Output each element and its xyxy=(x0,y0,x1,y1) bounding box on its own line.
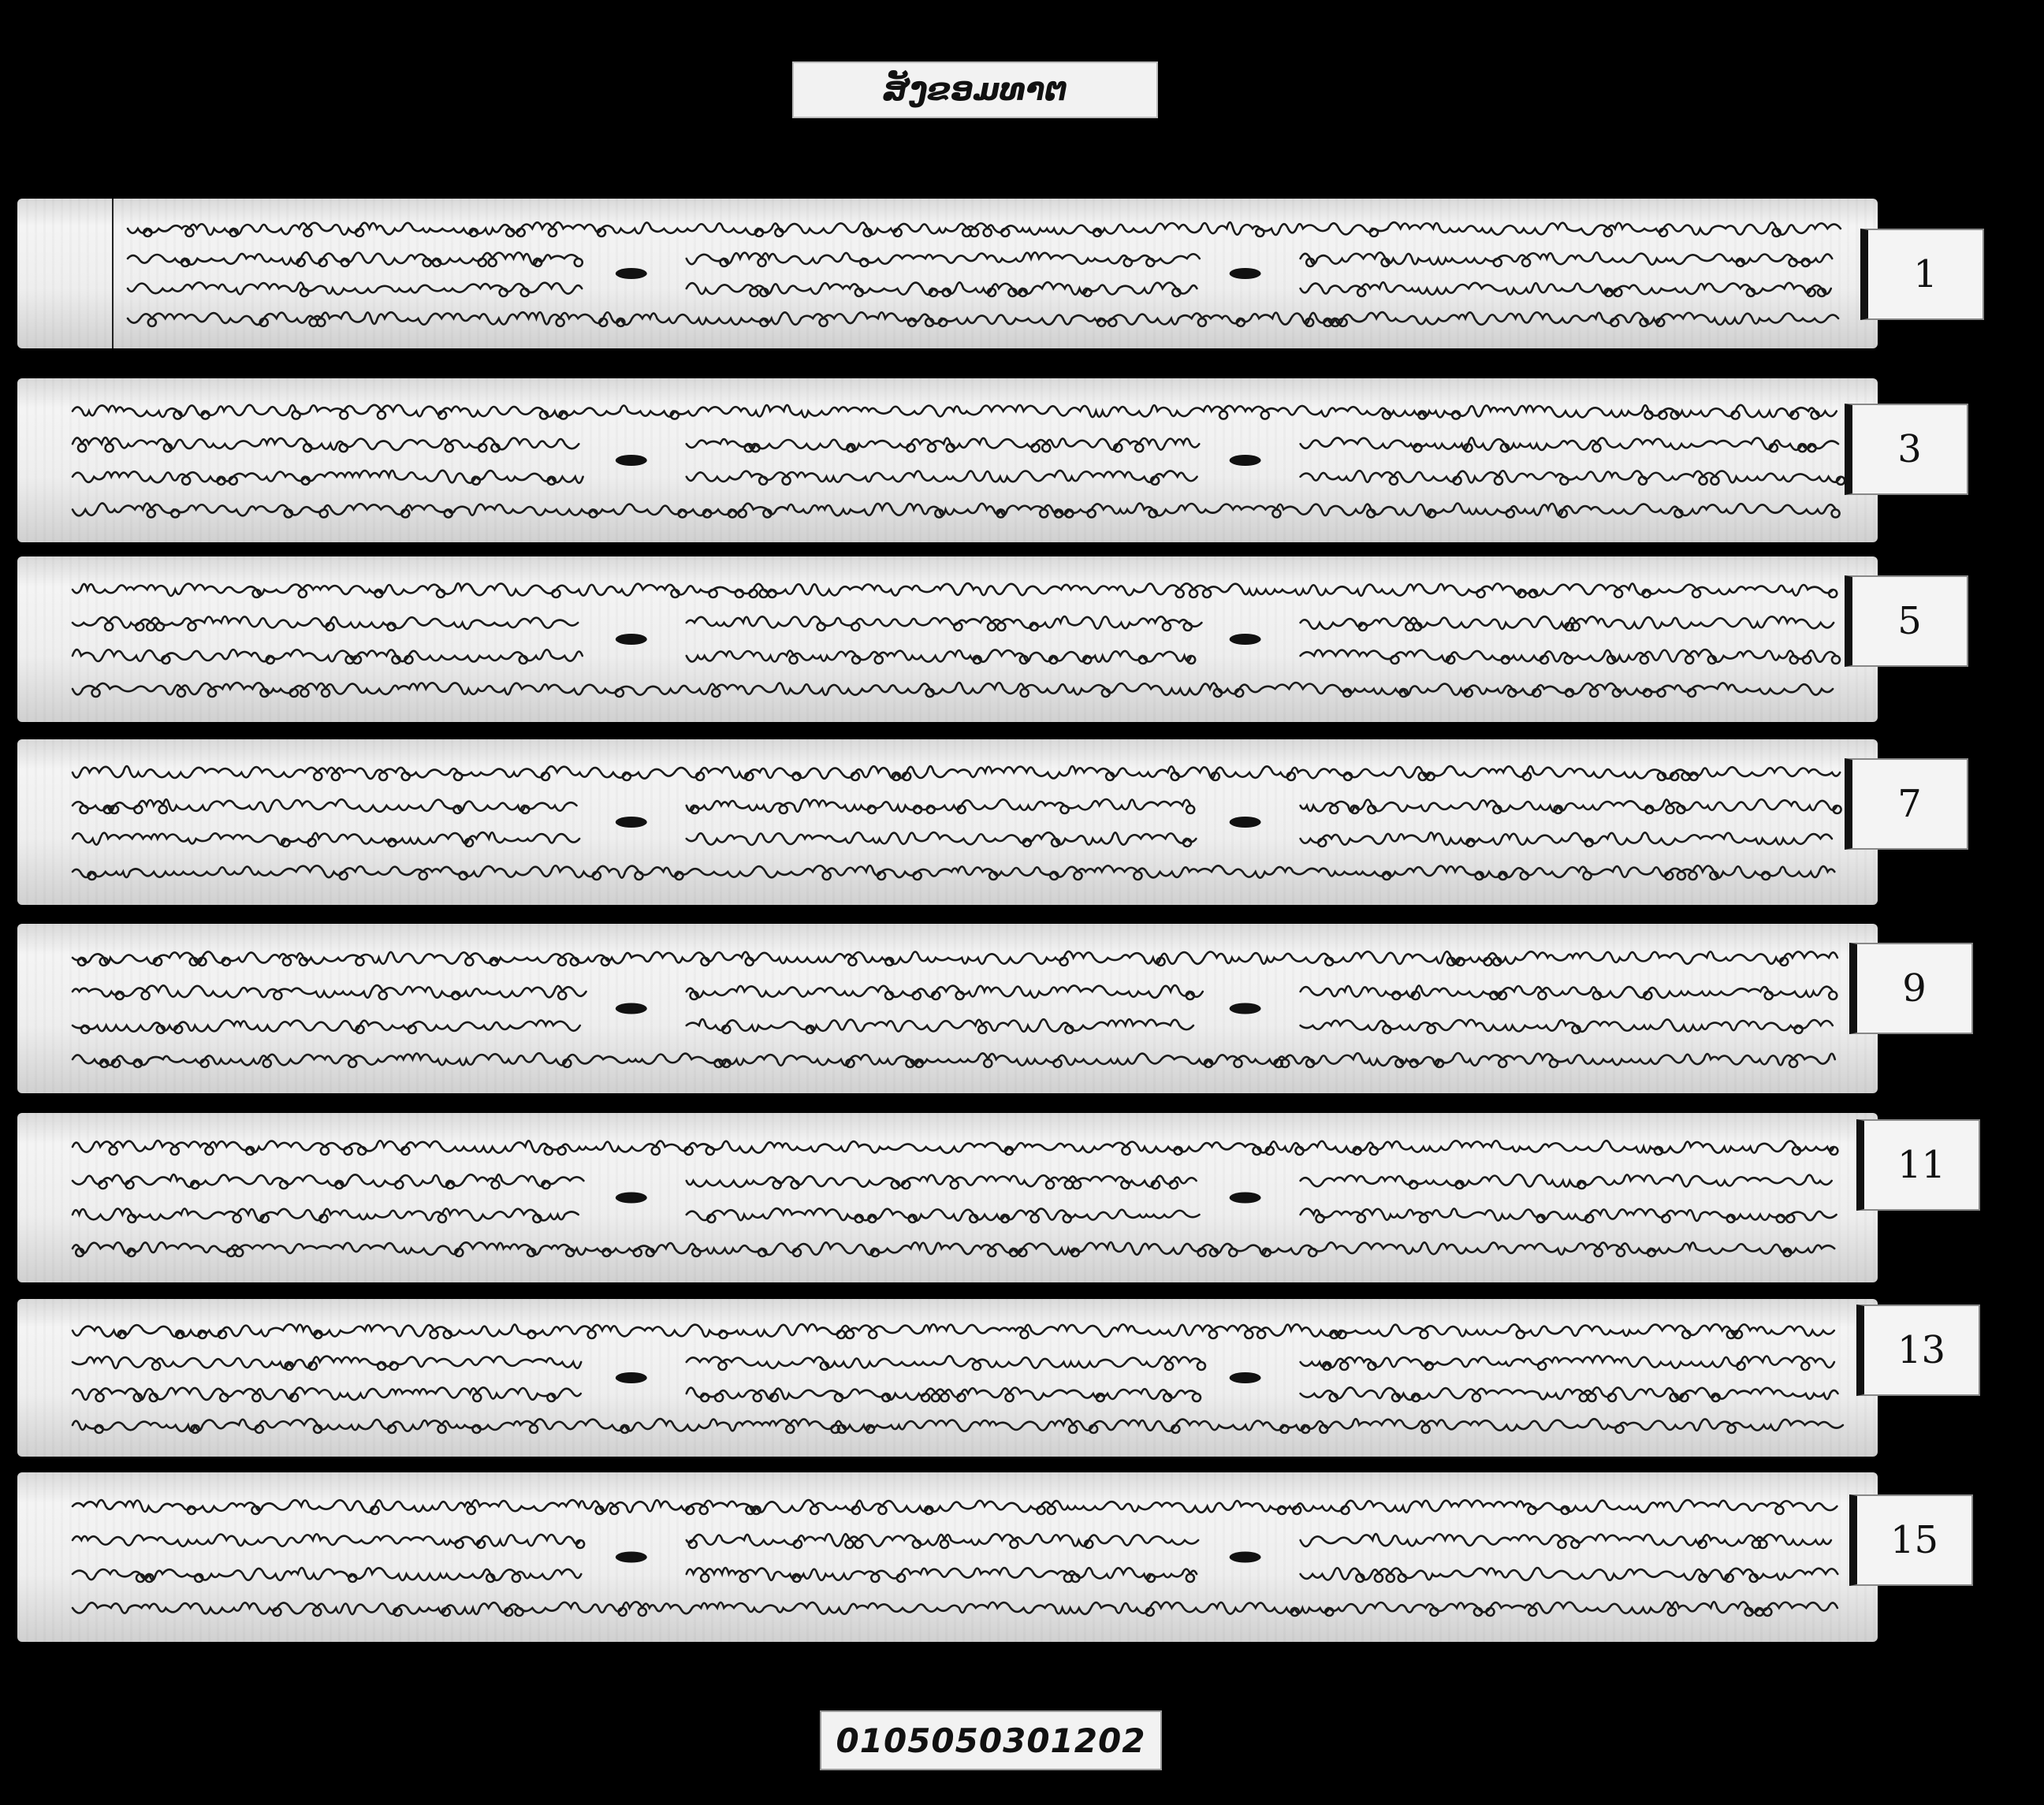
page-number-card-7 xyxy=(1845,758,1968,850)
script-line xyxy=(73,471,1845,485)
handwritten-script-lines xyxy=(17,924,1878,1093)
page-number-card-15 xyxy=(1849,1494,1973,1586)
script-line xyxy=(73,1356,1834,1370)
palm-leaf-13 xyxy=(17,1299,1878,1457)
script-line xyxy=(73,405,1837,419)
script-line xyxy=(73,799,1841,813)
script-line xyxy=(73,832,1832,847)
script-line xyxy=(128,312,1838,326)
script-line xyxy=(73,1602,1837,1616)
script-line xyxy=(73,1053,1835,1067)
script-line xyxy=(73,951,1837,966)
binding-hole xyxy=(616,817,647,828)
script-line xyxy=(73,1324,1834,1338)
script-line xyxy=(73,1208,1837,1223)
binding-hole xyxy=(1230,817,1261,828)
handwritten-script-lines xyxy=(17,1472,1878,1642)
palm-leaf-11 xyxy=(17,1113,1878,1282)
manuscript-title: ສັງຂອມທາຕ xyxy=(883,72,1067,108)
script-line xyxy=(73,1141,1837,1155)
handwritten-script-lines xyxy=(17,1299,1878,1457)
binding-hole xyxy=(616,1552,647,1563)
manuscript-title-label xyxy=(792,61,1158,118)
script-line xyxy=(73,1019,1833,1033)
script-line xyxy=(73,616,1834,631)
leaf-margin-note xyxy=(41,199,114,348)
page-number-card-3 xyxy=(1845,404,1968,495)
script-line xyxy=(128,282,1831,296)
palm-leaf-1 xyxy=(17,199,1878,348)
script-line xyxy=(73,1534,1831,1548)
page-number-card-13 xyxy=(1856,1304,1980,1396)
script-line xyxy=(73,1242,1834,1256)
binding-hole xyxy=(616,1003,647,1014)
binding-hole xyxy=(1230,455,1261,466)
page-number: 13 xyxy=(1897,1328,1946,1372)
palm-leaf-5 xyxy=(17,556,1878,722)
script-line xyxy=(128,222,1841,236)
binding-hole xyxy=(616,455,647,466)
palm-leaf-15 xyxy=(17,1472,1878,1642)
binding-hole xyxy=(616,1193,647,1204)
handwritten-script-lines xyxy=(17,378,1878,542)
script-line xyxy=(73,865,1834,880)
binding-hole xyxy=(1230,268,1261,279)
script-line xyxy=(73,766,1840,780)
page-number-card-1 xyxy=(1860,229,1984,320)
script-line xyxy=(73,503,1840,517)
page-number: 1 xyxy=(1913,252,1938,296)
page-number-card-11 xyxy=(1856,1119,1980,1211)
page-number: 7 xyxy=(1897,782,1922,826)
catalog-id: 0105050301202 xyxy=(836,1721,1146,1760)
binding-hole xyxy=(616,634,647,645)
binding-hole xyxy=(1230,634,1261,645)
palm-leaf-3 xyxy=(17,378,1878,542)
palm-leaf-7 xyxy=(17,739,1878,905)
script-line xyxy=(128,252,1832,266)
script-line xyxy=(73,1419,1843,1433)
script-line xyxy=(73,1387,1838,1401)
script-line xyxy=(73,437,1838,452)
binding-hole xyxy=(1230,1372,1261,1383)
handwritten-script-lines xyxy=(17,199,1878,348)
binding-hole xyxy=(616,1372,647,1383)
page-number: 5 xyxy=(1897,599,1922,643)
binding-hole xyxy=(1230,1193,1261,1204)
binding-hole xyxy=(1230,1552,1261,1563)
script-line xyxy=(73,1568,1837,1582)
binding-hole xyxy=(1230,1003,1261,1014)
script-line xyxy=(73,1500,1837,1514)
script-line xyxy=(73,649,1840,664)
handwritten-script-lines xyxy=(17,556,1878,722)
handwritten-script-lines xyxy=(17,1113,1878,1282)
binding-hole xyxy=(616,268,647,279)
script-line xyxy=(73,985,1837,999)
page-number: 11 xyxy=(1897,1143,1946,1187)
page-number: 15 xyxy=(1889,1518,1939,1562)
handwritten-script-lines xyxy=(17,739,1878,905)
page-number: 9 xyxy=(1902,966,1927,1010)
script-line xyxy=(73,683,1833,697)
catalog-id-label xyxy=(820,1710,1162,1770)
page-number-card-5 xyxy=(1845,575,1968,667)
page-number-card-9 xyxy=(1849,943,1973,1034)
page-number: 3 xyxy=(1897,427,1922,471)
script-line xyxy=(73,583,1837,597)
script-line xyxy=(73,1174,1832,1189)
palm-leaf-9 xyxy=(17,924,1878,1093)
